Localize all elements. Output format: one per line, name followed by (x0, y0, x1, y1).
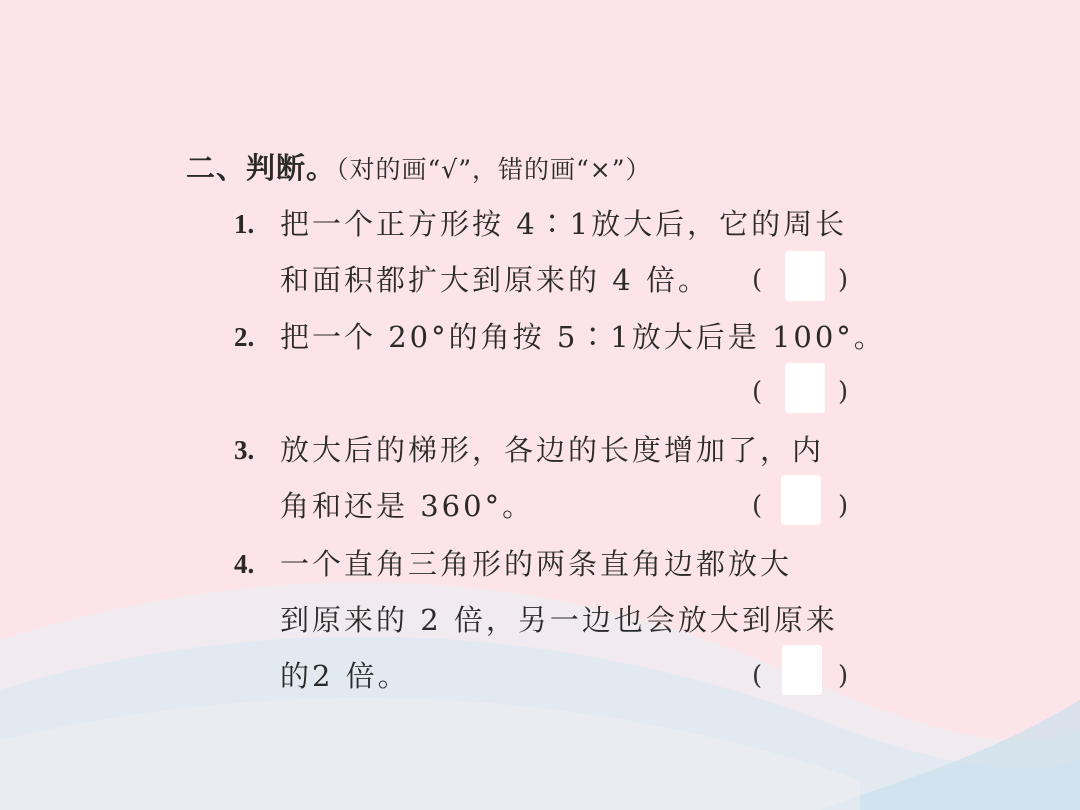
section-instruction: （对的画“√”，错的画“×”） (336, 155, 652, 184)
question-4-answer-box[interactable] (782, 645, 822, 695)
question-2-line-1: 把一个 20°的角按 5∶1放大后是 100°。 (280, 320, 886, 354)
question-2-answer-box[interactable] (785, 363, 825, 413)
question-4-number: 4. (234, 549, 255, 579)
section-title: 二、判断。 (186, 151, 337, 185)
question-3-number: 3. (234, 435, 255, 465)
question-3-close-paren: ) (838, 491, 849, 521)
question-4-close-paren: ) (838, 661, 849, 691)
question-3-answer-box[interactable] (781, 475, 821, 525)
question-1-open-paren: ( (752, 265, 763, 295)
question-1-answer-box[interactable] (785, 251, 825, 301)
question-4-line-2: 到原来的 2 倍，另一边也会放大到原来 (280, 603, 838, 637)
question-3-open-paren: ( (752, 491, 763, 521)
question-2-open-paren: ( (752, 377, 763, 407)
question-1-close-paren: ) (838, 265, 849, 295)
section-heading (186, 148, 652, 190)
question-4-open-paren: ( (752, 661, 763, 691)
question-4-line-1: 一个直角三角形的两条直角边都放大 (280, 547, 793, 581)
question-2-number: 2. (234, 322, 255, 352)
question-1-line-2: 和面积都扩大到原来的 4 倍。 (280, 263, 710, 297)
question-3-line-2: 角和还是 360°。 (280, 489, 535, 523)
question-2-close-paren: ) (838, 377, 849, 407)
question-1-number: 1. (234, 209, 255, 239)
question-4-line-3: 的2 倍。 (280, 659, 410, 693)
question-1-line-1: 把一个正方形按 4∶1放大后，它的周长 (280, 207, 848, 241)
question-3-line-1: 放大后的梯形，各边的长度增加了，内 (280, 433, 825, 467)
